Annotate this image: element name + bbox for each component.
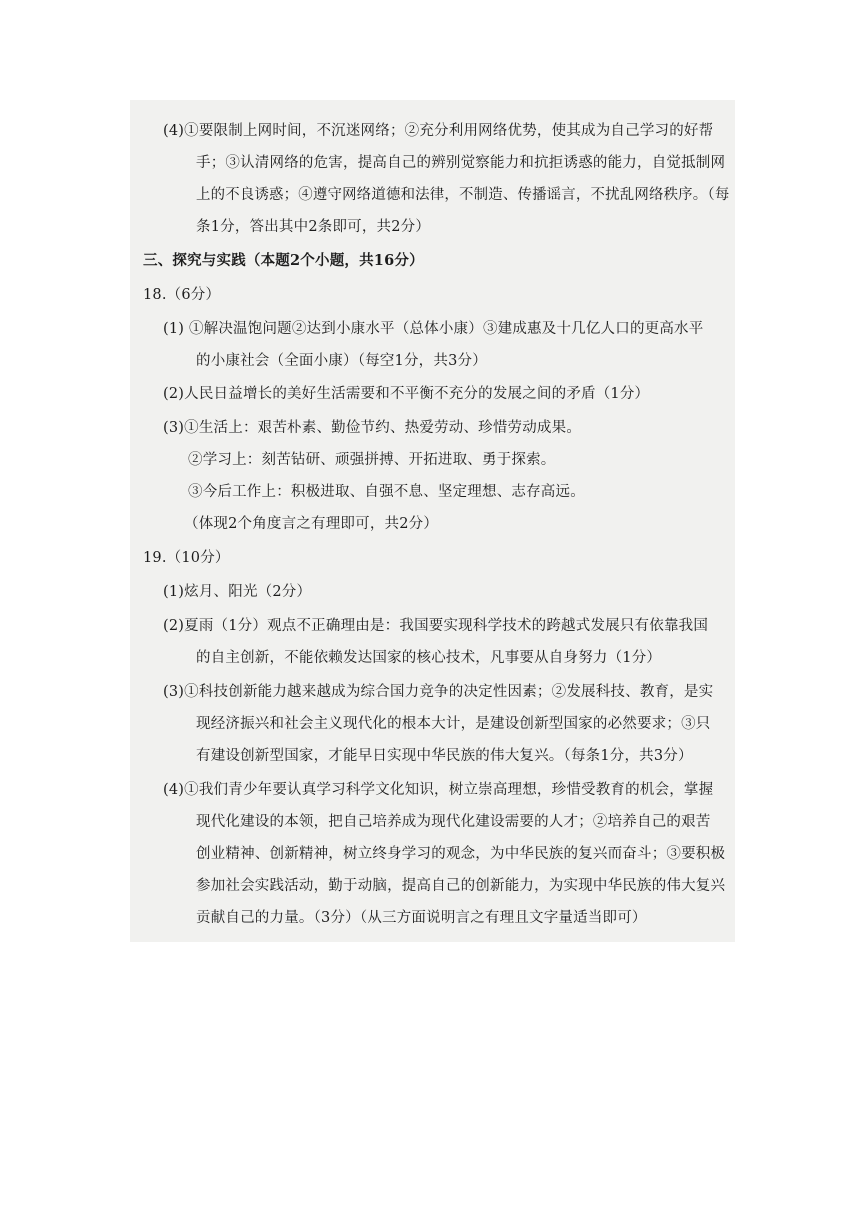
q18-part1-line-2: 的小康社会（全面小康）（每空1分，共3分）: [196, 353, 487, 369]
question-19-heading: 19.（10分）: [143, 550, 230, 566]
section-3-heading: 三、探究与实践（本题2个小题，共16分）: [143, 252, 424, 269]
q19-part4-line-4: 参加社会实践活动，勤于动脑，提高自己的创新能力，为实现中华民族的伟大复兴: [196, 878, 726, 894]
q19-part4-line-2: 现代化建设的本领，把自己培养成为现代化建设需要的人才；②培养自己的艰苦: [196, 814, 711, 830]
q18-part3-line-1: (3)①生活上：艰苦朴素、勤俭节约、热爱劳动、珍惜劳动成果。: [163, 420, 582, 436]
q19-part3-line-1: (3)①科技创新能力越来越成为综合国力竞争的决定性因素；②发展科技、教育，是实: [163, 684, 714, 700]
q19-part2-line-1: (2)夏雨（1分）观点不正确理由是：我国要实现科学技术的跨越式发展只有依靠我国: [163, 618, 709, 634]
q19-part2-line-2: 的自主创新，不能依赖发达国家的核心技术，凡事要从自身努力（1分）: [196, 650, 662, 666]
q18-part1-line-1: (1) ①解决温饱问题②达到小康水平（总体小康）③建成惠及十几亿人口的更高水平: [163, 321, 704, 337]
q19-part4-line-5: 贡献自己的力量。（3分）（从三方面说明言之有理且文字量适当即可）: [196, 910, 647, 926]
q19-part1: (1)炫月、阳光（2分）: [163, 584, 312, 600]
q18-part2: (2)人民日益增长的美好生活需要和不平衡不充分的发展之间的矛盾（1分）: [163, 386, 650, 402]
q19-part4-line-1: (4)①我们青少年要认真学习科学文化知识，树立崇高理想，珍惜受教育的机会，掌握: [163, 782, 714, 798]
answer-4-line-2: 手；③认清网络的危害，提高自己的辨别觉察能力和抗拒诱惑的能力，自觉抵制网: [196, 155, 726, 171]
q18-part3-line-3: ③今后工作上：积极进取、自强不息、坚定理想、志存高远。: [188, 484, 585, 500]
question-18-heading: 18.（6分）: [143, 287, 221, 303]
q18-part3-line-4: （体现2个角度言之有理即可，共2分）: [184, 516, 439, 532]
answer-4-line-4: 条1分，答出其中2条即可，共2分）: [196, 219, 431, 235]
q19-part4-line-3: 创业精神、创新精神，树立终身学习的观念，为中华民族的复兴而奋斗；③要积极: [196, 846, 726, 862]
q18-part3-line-2: ②学习上：刻苦钻研、顽强拼搏、开拓进取、勇于探索。: [188, 452, 556, 468]
answer-4-line-1: (4)①要限制上网时间，不沉迷网络；②充分利用网络优势，使其成为自己学习的好帮: [163, 123, 714, 139]
q19-part3-line-2: 现经济振兴和社会主义现代化的根本大计，是建设创新型国家的必然要求；③只: [196, 716, 711, 732]
answer-4-line-3: 上的不良诱惑；④遵守网络道德和法律，不制造、传播谣言，不扰乱网络秩序。（每: [196, 187, 730, 203]
q19-part3-line-3: 有建设创新型国家，才能早日实现中华民族的伟大复兴。（每条1分，共3分）: [196, 748, 693, 764]
